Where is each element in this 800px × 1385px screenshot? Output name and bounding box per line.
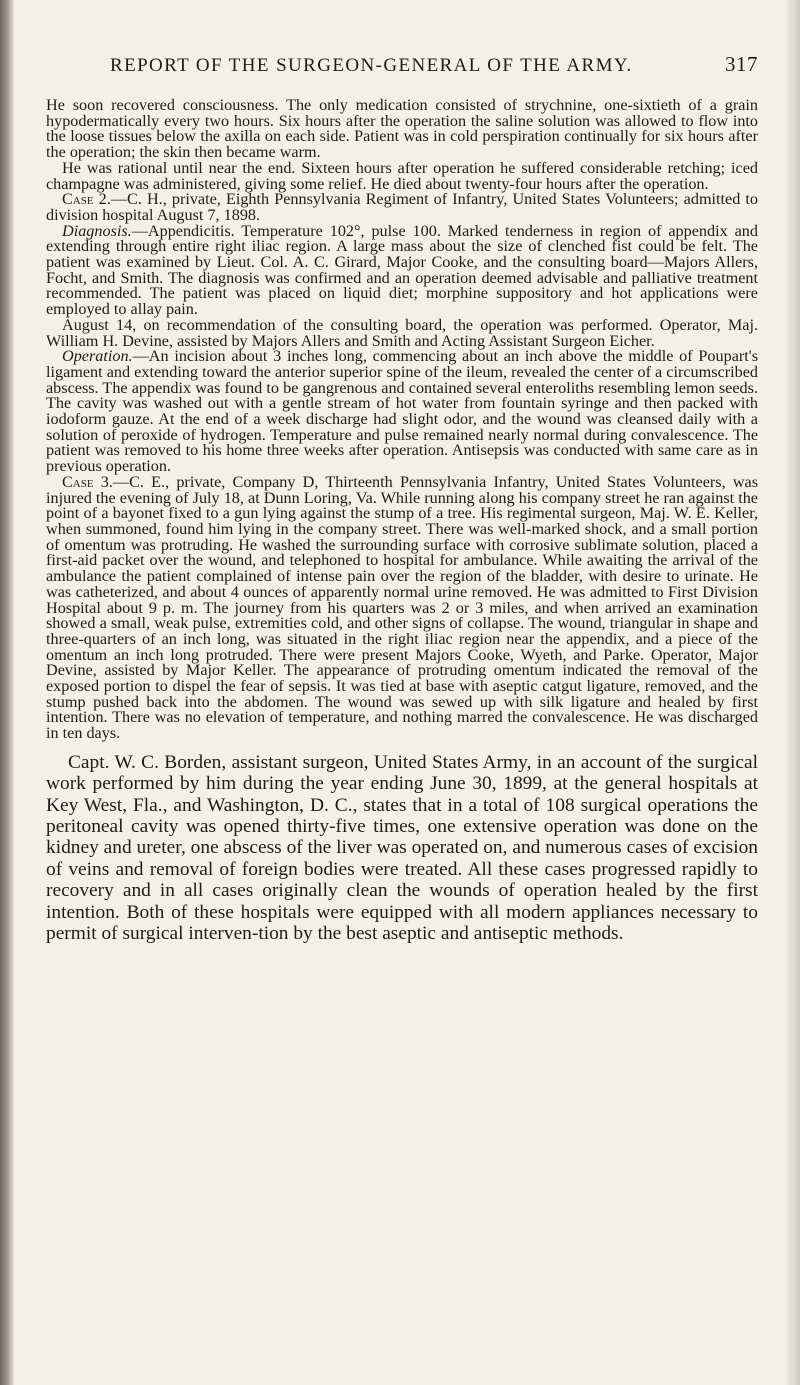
paragraph: August 14, on recommendation of the consulting board, the operation was performed. Operator, Maj. William H. Devine, assisted by Majors Allers and Smith and Acting Assistant Surgeon Eicher. xyxy=(46,315,758,350)
operation-paragraph: Operation.—An incision about 3 inches long, commencing about an inch above the middle of Poupart's ligament and extending toward the anterior superior spine of the ileum, revealed the center of a circumscribed abscess. The appendix was found to be gangrenous and contained several enteroliths resembling lemon seeds. The cavity was washed out with a gentle stream of hot water from fountain syringe and then packed with iodoform gauze. At the end of a week discharge had slight odor, and the wound was cleansed daily with a solution of peroxide of hydrogen. Temperature and pulse remained nearly normal during convalescence. The patient was removed to his home three weeks after operation. Antisepsis was conducted with same care as in previous operation. xyxy=(46,347,758,476)
large-print-section xyxy=(46,752,758,945)
book-page xyxy=(46,52,758,944)
page-edge xyxy=(786,0,800,1385)
paragraph: He was rational until near the end. Sixteen hours after operation he suffered considerable retching; iced champagne was administered, giving some relief. He died about twenty-four hours after the operation. xyxy=(46,158,758,193)
paragraph: Capt. W. C. Borden, assistant surgeon, United States Army, in an account of the surgical work performed by him during the year ending June 30, 1899, at the general hospitals at Key West, Fla., and Washington, D. C., states that in a total of 108 surgical operations the peritoneal cavity was opened thirty-five times, one extensive operation was done on the kidney and ureter, one abscess of the liver was operated on, and numerous cases of excision of veins and removal of foreign bodies were treated. All these cases progressed rapidly to recovery and in all cases originally clean the wounds of operation healed by the first intention. Both of these hospitals were equipped with all modern appliances necessary to permit of surgical interven-tion by the best aseptic and antiseptic methods. xyxy=(46,751,758,945)
case-label: Case 3. xyxy=(62,472,113,491)
section-label: Operation. xyxy=(62,347,133,366)
section-label: Diagnosis. xyxy=(62,221,132,240)
book-gutter xyxy=(0,0,14,1385)
case-label: Case 2. xyxy=(62,190,111,209)
running-title: REPORT OF THE SURGEON-GENERAL OF THE ARMY. xyxy=(110,55,633,76)
diagnosis-paragraph: Diagnosis.—Appendicitis. Temperature 102°, pulse 100. Marked tenderness in region of appendix and extending through entire right iliac region. A large mass about the size of clenched fist could be felt. The patient was examined by Lieut. Col. A. C. Girard, Major Cooke, and the consulting board—Majors Allers, Focht, and Smith. The diagnosis was confirmed and an operation deemed advisable and palliative treatment recommended. The patient was placed on liquid diet; morphine suppository and hot applications were employed to allay pain. xyxy=(46,221,758,319)
case-paragraph: Case 2.—C. H., private, Eighth Pennsylvania Regiment of Infantry, United States Volunteers; admitted to division hospital August 7, 1898. xyxy=(46,190,758,224)
paragraph: He soon recovered consciousness. The only medication consisted of strychnine, one-sixtieth of a grain hypodermatically every two hours. Six hours after the operation the saline solution was allowed to flow into the loose tissues below the axilla on each side. Patient was in cold perspiration continually for six hours after the operation; the skin then became warm. xyxy=(46,96,758,162)
small-print-section xyxy=(46,98,758,742)
running-header xyxy=(46,52,758,88)
page-number: 317 xyxy=(725,52,758,76)
case-paragraph: Case 3.—C. E., private, Company D, Thirteenth Pennsylvania Infantry, United States Volunteers, was injured the evening of July 18, at Dunn Loring, Va. While running along his company street he ran against the point of a bayonet fixed to a gun lying against the stump of a tree. His regimental surgeon, Maj. W. E. Keller, when summoned, found him lying in the company street. There was well-marked shock, and a small portion of omentum was protruding. He washed the surrounding surface with corrosive sublimate solution, placed a first-aid packet over the wound, and telephoned to hospital for ambulance. While awaiting the arrival of the ambulance the patient complained of intense pain over the region of the bladder, with desire to urinate. He was catheterized, and about 4 ounces of apparently normal urine removed. He was admitted to First Division Hospital about 9 p. m. The journey from his quarters was 2 or 3 miles, and when arrived an examination showed a small, weak pulse, extremities cold, and other signs of collapse. The wound, triangular in shape and three-quarters of an inch long, was situated in the right iliac region near the appendix, and a piece of the omentum an inch long protruded. There were present Majors Cooke, Wyeth, and Parke. Operator, Major Devine, assisted by Major Keller. The appearance of protruding omentum indicated the removal of the exposed portion to dispel the fear of sepsis. It was tied at base with aseptic catgut ligature, removed, and the stump pushed back into the abdomen. The wound was sewed up with silk ligature and healed by first intention. There was no elevation of temperature, and nothing marred the convalescence. He was discharged in ten days. xyxy=(46,472,758,743)
